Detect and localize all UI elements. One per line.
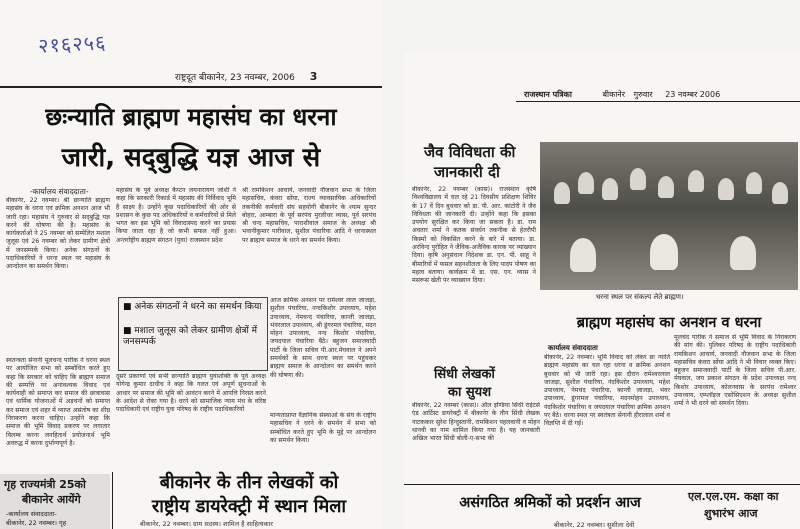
left-headline-line2: जारी, सद्‌बुद्धि यज्ञ आज से <box>61 143 321 173</box>
story1-headline-2: जानकारी दी <box>434 163 500 181</box>
left-col1-text: बीकानेर, 22 नवम्बर। श्री छःन्याति ब्राह्मण महासंघ के धरना एवं क्रमिक अनशन आज भी जारी रहा। महासंघ ने गुरुवार से सद्‌बुद्धि यज्ञ करने की घोषणा की है। महासंघ के कार्यकर्ताओं ने 25 नवम्बर को सम्मेलित मशाल जुलूस एवं 26 नवम्बर को लेकर ग्रामीण क्षेत्रों में जनसम्पर्क किया। अनेक संगठनों के पदाधिकारियों ने धरना स्थल पर महासंघ के आन्दोलन का समर्थन किया। <box>6 197 110 271</box>
left-side-rule <box>112 472 113 529</box>
left-byline: -कार्यालय संवाददाता- <box>30 187 89 196</box>
handwritten-reference-number: २१६२५६ <box>37 30 108 58</box>
left-masthead <box>175 70 317 83</box>
right-masthead-day: गुरुवार <box>633 90 653 99</box>
story3-headline-1: सिंधी लेखकों <box>434 367 495 382</box>
left-col2-text: महासंघ के पूर्व अध्यक्ष कैप्टन जयनारायण जोशी ने कहा कि सरकारी रिकार्ड में महासंघ की निर्विवाद भूमि है साक्ष्य है। उन्होंने कुछ पदाधिकारियों की ओर से प्रशासन के कुछ पद अधिकारियों व कर्मचारियों से मिले भगत कर इस भूमि को विवादास्पद करने का प्रयास किया जाता रहा है जो कभी सफल नहीं हुआ। अन्तर्राष्ट्रीय ब्राह्मण संगठन (युवा) राजस्थान प्रदेश <box>116 187 236 244</box>
left-headline-line1: छःन्याति ब्राह्मण महासंघ का धरना <box>45 103 337 131</box>
left-masthead-page: 3 <box>309 70 318 83</box>
left-masthead-rule <box>0 86 382 88</box>
left-bottom-text: बीकानेर, 22 नवम्बर। ग्राम सदस्य। शामिल है साहित्यकार <box>140 520 273 528</box>
left-col-bottom-text: दूसरे प्रकरणों एवं सभी छःन्याति ब्राह्मण युवाशक्ति के पूर्व अध्यक्ष योगेन्द्र कुमार दाधीच ने कहा कि गलत एवं अपूर्ण सूचनाओं के आधार पर समाज की भूमि को आवंटन करने में आपत्ति निरस्त करने के आदेश से रोका गया है। धरने को सामाजिक न्याय मंच के वरिष्ठ पदाधिकारी एवं राष्ट्रीय युवा परिषद के राष्ट्रीय पदाधिकारियों <box>116 373 266 414</box>
right-newspaper-clipping <box>404 52 800 529</box>
right-masthead-date: 23 नवम्बर 2006 <box>665 90 721 99</box>
left-side-text: बीकानेर, 22 नवम्बर। गृह <box>6 519 67 527</box>
left-side-headline-1: गृह राज्यमंत्री 25को <box>4 478 86 491</box>
story1-headline-1: जैव विविधता की <box>424 143 516 161</box>
story2-text: बीकानेर, 22 नवम्बर। भूमि विवाद को लेकर छः न्याति ब्राह्मण महासंघ का चल रहा धरना व क्रमिक अनशन बुधवार को भी जारी रहा। इस दौरान रामेश्वरलाल जाजड़ा, सुशील पंचारिया, नंदकिशोर उपाध्याय, महेश उपाध्याय, नेमचंद पंचारिया, कान्ती जाजड़ा, भंवर उपाध्याय, डूंगरमल पंचारिया, मदनमोहन उपाध्याय, नंदकिशोर पंचारिया व जयदयाल पंचारिया क्रमिक अनशन पर बैठे। धरना स्थल पर स्वतंत्रता सेनानी हीरालाल शर्मा व विज्ञप्ति में दी गई। <box>544 354 670 428</box>
story5-headline-1: एल.एल.एम. कक्षा का <box>688 490 779 503</box>
left-masthead-date: 23 नवम्बर, 2006 <box>230 73 295 83</box>
left-bullet-2 <box>123 326 263 348</box>
left-bottom-headline-1: बीकानेर के तीन लेखकों को <box>159 472 339 493</box>
right-masthead-city: बीकानेर <box>602 90 626 99</box>
story1-text: बीकानेर, 22 नवम्बर (कास)। राजस्थान कृषि विश्वविद्यालय में चल रहे 21 दिवसीय प्रशिक्षण शिविर के 17 वें दिन बुधवार को डा. पी. आर. कांटोरी ने जैव विविधता की जानकारी दी। उन्होंने कहा कि इसका उपयोग सुरक्षित कर किया जा सकता है। डा. राम अवतार शर्मा ने कतक संवर्धन तकनीक से हेतरौपी किस्मों को विकसित करने के बारे में बताया। डा. अरविन्द पुरोहित ने जैविक-अजैविक कारक पर व्याख्यान दिया। कृषि अनुसंधान निदेशक डा. एन. पी. साहू ने बीमारियों में फसल सहनशीलता के लिए पादप पोषण का महत्व बताया। कार्यक्रम में डा. एस. एन. व्यास ने मसरूस खेती पर व्याख्यान दिया। <box>412 186 536 285</box>
left-bullet-box <box>118 297 268 371</box>
protest-photo <box>540 142 798 290</box>
story5-headline-2: शुभारंभ आज <box>704 507 758 520</box>
right-masthead-rule <box>516 101 800 102</box>
story2-right-text: मूलचंद पारीक ने समाज से भूमि विवाद के निराकरण की मांग की। पुलिकर परिषद के राष्ट्रीय पदाधिकारी रामकिशन आचार्य, जनवादी नौजवान सभा के जिला महासचिव कंवरा सोंघा आदि ने भी विचार व्यक्त किए। बहुजन समाजवादी पार्टी के जिला सचिव पी.आर. मेघवाल, जय प्रकाश संगठन के प्रदेश उपाध्यक्ष नन्द किशोर उपाध्याय, कोलनवास के सरपंच रामेश्वर उपाध्याय, एम्प्लॉइज एसोसिएशन के अध्यक्ष सुशील शर्मा ने भी धरने को समर्थन दिया। <box>674 334 796 408</box>
left-bullet-1 <box>123 302 263 313</box>
left-newspaper-clipping <box>0 0 382 529</box>
left-mid-text2: मान्यताप्राप्त वैज्ञानिक संस्थाओं के संघ के राष्ट्रीय महासचिव ने धरने के समर्थन में सभा को सम्बोधित करते हुए भूमि के मुद्दे पर आन्दोलन का समर्थन किया। <box>270 412 376 444</box>
story3-text: बीकानेर, 22 नवम्बर (कास)। ऑल इण्डिया सिंधी राईटर्स एंड आर्टिस्ट डायरेक्ट्री में बीकानेर के तीन सिंधी लेखक नाटककार सुरेश हिन्दुस्तानी, रामकिशन पहलवानी व मोहन थानवी का नाम शामिल किया गया है। यह जानकारी अखिल भारत सिंधी बोली-ए-सभा की <box>412 402 540 443</box>
bullet-icon: ■ <box>123 326 132 336</box>
right-masthead-paper: राजस्थान पत्रिका <box>524 90 572 99</box>
left-bullet-2-text: मशाल जुलूस को लेकर ग्रामीण क्षेत्रों में जनसम्पर्क <box>123 326 258 347</box>
right-masthead <box>524 89 720 100</box>
right-bottom-rule <box>404 484 800 485</box>
story2-byline: कार्यालय संवाददाता <box>548 344 598 352</box>
photo-caption: धरना स्थल पर संकल्प लेते ब्राह्मण। <box>596 293 684 301</box>
left-side-byline: -कार्यालय संवाददाता- <box>6 510 57 518</box>
story4-headline: असंगठित श्रमिकों को प्रदर्शन आज <box>459 495 641 511</box>
left-masthead-paper: राष्ट्रदूत बीकानेर, <box>175 73 228 83</box>
story3-headline-2: का सुयश <box>448 385 492 400</box>
left-bullet-1-text: अनेक संगठनों ने धरने का समर्थन किया <box>134 302 262 312</box>
bullet-icon: ■ <box>123 302 132 312</box>
story4-text: बीकानेर, 22 नवम्बर। सुशीला देवी <box>554 521 635 529</box>
left-bottom-headline-2: राष्ट्रीय डायरेक्ट्री में स्थान मिला <box>151 496 347 517</box>
left-mid-text: आज क्रमिक अनशन पर रामेश्वर लाल जाजड़ा, सुशील पंचारिया, नन्दकिशोर उपाध्याय, महेश उपाध्याय, नेमचन्द पंचारिया, कान्ती जाजड़ा, भंवरलाल उपाध्याय, श्री डूंगरमल पंचारिया, मदन मोहन उपाध्याय, नन्द किशोर पंचारिया, जयदयाल पंचारिया बैठे। बहुजन समाजवादी पार्टी के जिला सचिव पी.आर.मेघवाल ने अपने समर्थकों के साथ धरना स्थल पर पहुंचकर ब्राह्मण समाज के आन्दोलन का समर्थन करने की घोषणा की। <box>270 297 376 379</box>
left-col1-text2: स्वतन्त्रता सेनानी मूलचन्द पारीक ने धरना स्थल पर आयोजित सभा को सम्बोधित करते हुए कहा कि सरकार को चाहिए कि ब्राह्मण समाज की सम्पत्ति पर अनावश्यक विवाद एवं कार्यवाही को समाप्त कर समाज की छात्रावास एवं धार्मिक योजनाओं में अड़चनों को समाप्त कर समाज एवं शहर में व्याप्त असंतोष का शीघ्र निराकरण करना चाहिए। उन्होंने कहा कि समाज की भूमि विवाद प्रकरण पर लगातार विलम्ब करना जनहितार्थ प्रयोजनार्थ भूमि अवरुद्ध में करना दुर्भाग्यपूर्ण है। <box>6 357 110 447</box>
left-side-story <box>0 474 110 529</box>
left-col3-text: श्री रामकिशन आचार्य, जनवादी नौजवान सभा के जिला महासचिव, कंवरा सोंघा, राज्य व्यावसायिक अधिकारियों तकनीकी कर्मचारी संघ सहयोगी बीकानेर के श्याम सुन्दर बोहरा, आम्बारा के पूर्व सरपंच मुरलीधर व्यास, पूर्व सरपंच श्री चन्द महासचिव, पाराशीवाल समाज के अध्यक्ष श्री भवानीकुमार पारीवाल, सुशील पंचारिया आदि ने धरनास्थल पर ब्राह्मण समाज के धरने का समर्थन किया। <box>242 187 376 244</box>
story2-headline: ब्राह्मण महासंघ का अनशन व धरना <box>576 315 762 331</box>
left-side-headline-2: बीकानेर आयेंगे <box>22 493 81 506</box>
